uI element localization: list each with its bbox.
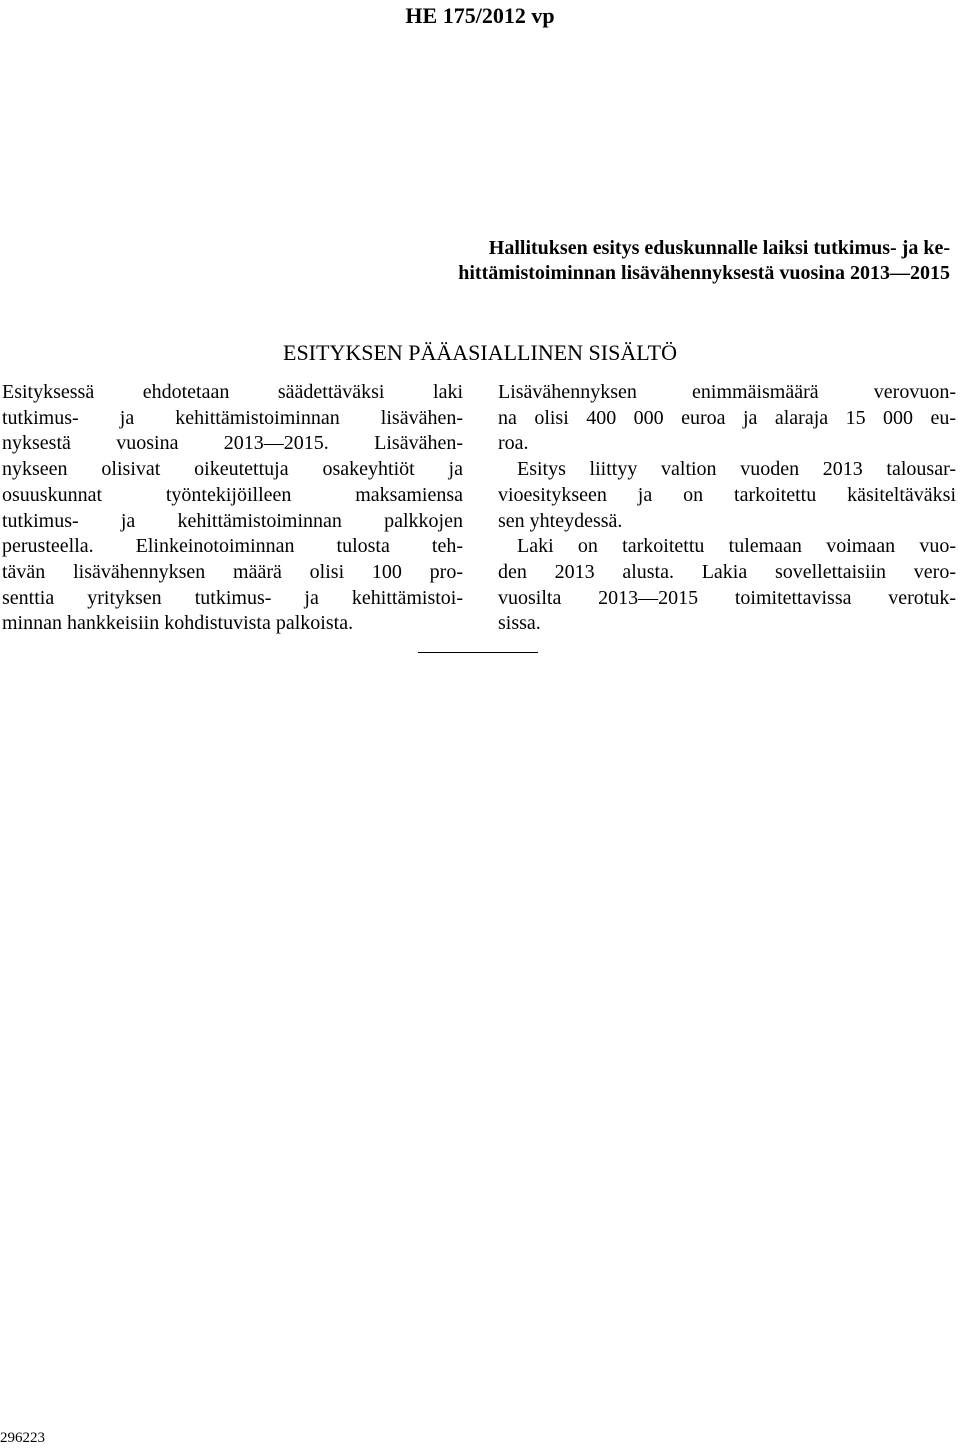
text-line: vuosilta 2013—2015 toimitettavissa verotuk- (498, 586, 956, 609)
text-line: sen yhteydessä. (498, 509, 623, 532)
section-heading: ESITYKSEN PÄÄASIALLINEN SISÄLTÖ (283, 340, 677, 365)
title-line: hittämistoiminnan lisävähennyksestä vuosina 2013—2015 (458, 262, 950, 284)
text-line: den 2013 alusta. Lakia sovellettaisiin vero- (498, 560, 956, 583)
text-line: tutkimus- ja kehittämistoiminnan lisävähen- (2, 406, 463, 429)
text-line: roa. (498, 432, 529, 455)
text-line: na olisi 400 000 euroa ja alaraja 15 000 eu- (498, 406, 956, 429)
document-id: HE 175/2012 vp (405, 3, 555, 28)
title-line: Hallituksen esitys eduskunnalle laiksi tutkimus- ja ke- (488, 237, 950, 259)
text-line: Lisävähennyksen enimmäismäärä verovuon- (498, 381, 956, 403)
text-line: nykseen olisivat oikeutettuja osakeyhtiöt ja (2, 458, 463, 481)
text-line: senttia yrityksen tutkimus- ja kehittämistoi- (2, 586, 463, 609)
page-code: 296223 (0, 1430, 45, 1446)
right-column (498, 380, 956, 637)
left-column (2, 380, 463, 637)
end-rule (418, 652, 538, 653)
text-line: tävän lisävähennyksen määrä olisi 100 pro- (2, 560, 463, 583)
text-line: minnan hankkeisiin kohdistuvista palkoista. (2, 612, 354, 635)
text-line: sissa. (498, 612, 541, 635)
text-line: Esityksessä ehdotetaan säädettäväksi laki (2, 381, 463, 403)
text-line: Esitys liittyy valtion vuoden 2013 talousar- (517, 458, 956, 481)
text-line: Laki on tarkoitettu tulemaan voimaan vuo- (517, 535, 956, 558)
text-line: perusteella. Elinkeinotoiminnan tulosta teh- (2, 535, 463, 558)
document-title (300, 236, 950, 286)
text-line: osuuskunnat työntekijöilleen maksamiensa (2, 483, 463, 506)
text-line: nyksestä vuosina 2013—2015. Lisävähen- (2, 432, 463, 455)
text-line: vioesitykseen ja on tarkoitettu käsiteltäväksi (498, 483, 956, 506)
text-line: tutkimus- ja kehittämistoiminnan palkkojen (2, 509, 463, 532)
